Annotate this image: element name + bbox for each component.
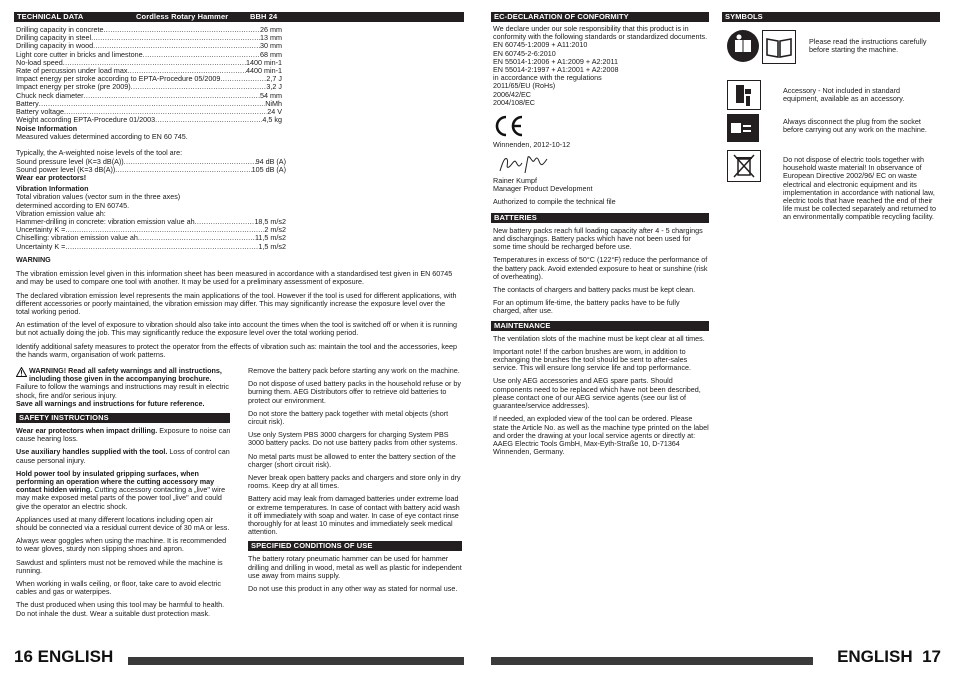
middle-column bbox=[248, 367, 462, 598]
leader-dots bbox=[39, 100, 265, 108]
leader-dots bbox=[64, 108, 267, 116]
leader-dots bbox=[65, 226, 264, 234]
vibration-text-1: Total vibration values (vector sum in the three axes) bbox=[16, 192, 181, 202]
leader-dots bbox=[131, 83, 267, 91]
ec-line: 2011/65/EU (RoHs) bbox=[493, 81, 556, 91]
leader-dots bbox=[143, 51, 260, 59]
leader-dots bbox=[104, 26, 261, 34]
spec-row-value: 24 V bbox=[267, 107, 282, 116]
safety-instruction bbox=[16, 470, 232, 511]
spec-row-label: Drilling capacity in steel bbox=[16, 34, 92, 43]
specified-use-paragraph: The battery rotary pneumatic hammer can be used for hammer drilling and drilling in wood, metal as well as plastic for independent use away from mains supply. bbox=[248, 554, 462, 580]
ec-line: EN 55014-2:1997 + A1:2001 + A2:2008 bbox=[493, 65, 619, 75]
safety-instruction-bold: Use auxiliary handles supplied with the tool. bbox=[16, 447, 168, 457]
vibration-row bbox=[16, 234, 286, 242]
ec-line: 2006/42/EC bbox=[493, 89, 531, 99]
vibration-row-label: Uncertainty K = bbox=[16, 242, 66, 251]
ec-line: EN 55014-1:2006 + A1:2009 + A2:2011 bbox=[493, 56, 618, 66]
spec-row-value: 4,5 kg bbox=[262, 116, 282, 125]
spec-row-value: 1400 min-1 bbox=[246, 58, 282, 67]
noise-text: Measured values determined according to EN 60 745. bbox=[16, 132, 188, 142]
safety-instruction-text: Loss of control can cause personal injury. bbox=[16, 447, 230, 465]
footer-rule-right bbox=[491, 657, 813, 665]
spec-row-value: 3,2 J bbox=[266, 83, 282, 92]
safety-instruction-bold: Hold power tool by insulated gripping surfaces, when performing an operation where the cutting accessory may contact hidden wiring. bbox=[16, 468, 215, 495]
vibration-row-value: 11,5 m/s2 bbox=[254, 234, 286, 243]
ce-mark-icon bbox=[493, 115, 709, 137]
warning-box-text: Failure to follow the warnings and instructions may result in electric shock, fire and/or serious injury. bbox=[16, 382, 229, 400]
specified-use-paragraph: Do not use this product in any other way as stated for normal use. bbox=[248, 584, 458, 594]
warning-box-bold: WARNING! Read all safety warnings and all instructions, including those given in the accompanying brochure. bbox=[29, 366, 222, 384]
vibration-row bbox=[16, 243, 286, 251]
wear-ear-protectors: Wear ear protectors! bbox=[16, 172, 87, 182]
battery-safety-paragraph: Battery acid may leak from damaged batteries under extreme load or extreme temperatures. In case of contact with battery acid wash it off immediately with soap and water. In case of eye contact rinse thoroughly for at least 10 minutes and immediately seek medical attention. bbox=[248, 494, 460, 537]
leader-dots bbox=[115, 166, 251, 174]
safety-instruction-bold: Wear ear protectors when impact drilling. bbox=[16, 426, 158, 436]
specified-conditions-bar: SPECIFIED CONDITIONS OF USE bbox=[248, 541, 462, 551]
ec-line: EN 60745-2-6:2010 bbox=[493, 48, 556, 58]
spec-row-value: 68 mm bbox=[260, 50, 282, 59]
ec-line: in accordance with the regulations bbox=[493, 73, 602, 83]
safety-instruction bbox=[16, 537, 232, 553]
vibration-text-2: determined according to EN 60745. bbox=[16, 200, 130, 210]
ec-declaration-bar: EC-DECLARATION OF CONFORMITY bbox=[491, 12, 709, 22]
spec-row-label: Drilling capacity in concrete bbox=[16, 26, 104, 34]
spec-row bbox=[16, 75, 282, 83]
spec-row-label: Battery voltage bbox=[16, 107, 64, 116]
battery-safety-paragraph: No metal parts must be allowed to enter the battery section of the charger (short circuit risk). bbox=[248, 451, 456, 469]
leader-dots bbox=[65, 243, 258, 251]
symbol-text-unplug: Always disconnect the plug from the socket before carrying out any work on the machine. bbox=[783, 117, 927, 135]
leader-dots bbox=[155, 116, 262, 124]
noise-typical: Typically, the A-weighted noise levels of the tool are: bbox=[16, 148, 183, 158]
leader-dots bbox=[124, 158, 256, 166]
safety-instruction bbox=[16, 559, 232, 575]
leader-dots bbox=[195, 218, 255, 226]
leader-dots bbox=[220, 75, 266, 83]
noise-section bbox=[16, 125, 286, 251]
batteries-bar: BATTERIES bbox=[491, 213, 709, 223]
warning-paragraph: Identify additional safety measures to protect the operator from the effects of vibration such as: maintain the tool and the accessories, keep the hands warm, organisation of work patterns. bbox=[16, 341, 457, 359]
spec-row-value: 13 mm bbox=[260, 34, 282, 43]
safety-instruction-text: Always wear goggles when using the machine. It is recommended to wear gloves, sturdy non slipping shoes and apron. bbox=[16, 536, 227, 554]
spec-row bbox=[16, 34, 282, 42]
warning-title: WARNING bbox=[16, 255, 51, 264]
spec-row-label: Rate of percussion under load max bbox=[16, 66, 128, 75]
vibration-row-value: 1,5 m/s2 bbox=[258, 242, 286, 251]
safety-instruction-text: The dust produced when using this tool may be harmful to health. Do not inhale the dust. Wear a suitable dust protection mask. bbox=[16, 600, 225, 618]
left-lower-column bbox=[16, 367, 232, 623]
noise-row-value: 94 dB (A) bbox=[255, 157, 286, 166]
authorized-text: Authorized to compile the technical file bbox=[493, 196, 616, 206]
accessory-icon bbox=[727, 80, 761, 110]
warning-box-save: Save all warnings and instructions for future reference. bbox=[16, 398, 205, 408]
batteries-paragraph: New battery packs reach full loading capacity after 4 - 5 chargings and dischargings. Battery packs which have not been used for some time should be recharged before use. bbox=[493, 225, 703, 252]
page-number-left: 16 ENGLISH bbox=[14, 647, 114, 666]
safety-instruction-text: Exposure to noise can cause hearing loss. bbox=[16, 426, 231, 444]
safety-instruction-text: Sawdust and splinters must not be removed while the machine is running. bbox=[16, 557, 223, 575]
batteries-paragraph: Temperatures in excess of 50°C (122°F) reduce the performance of the battery pack. Avoid extended exposure to heat or sunshine (risk of overheating). bbox=[493, 255, 708, 281]
ec-line: EN 60745-1:2009 + A11:2010 bbox=[493, 40, 588, 50]
noise-row bbox=[16, 158, 286, 166]
spec-row bbox=[16, 42, 282, 50]
technical-data-bar bbox=[14, 12, 464, 22]
safety-instruction bbox=[16, 448, 232, 464]
leader-dots bbox=[93, 42, 260, 50]
spec-row bbox=[16, 26, 282, 34]
spec-row-value: 54 mm bbox=[260, 91, 282, 100]
maintenance-paragraph: Important note! If the carbon brushes are worn, in addition to exchanging the brushes the tool should be sent to after-sales service. This will ensure long service life and top performance. bbox=[493, 346, 692, 373]
noise-row-label: Sound pressure level (K=3 dB(A)) bbox=[16, 157, 124, 166]
spec-row-value: 30 mm bbox=[260, 42, 282, 51]
spec-row-label: Chuck neck diameter bbox=[16, 91, 84, 100]
spec-row-value: NiMh bbox=[265, 99, 282, 108]
symbol-text-weee: Do not dispose of electric tools together with household waste material! In observance of European Directive 2002/96/ EC on waste electrical and electronic equipment and its implementation in accordance with national law, electric tools that have reached the end of their life must be collected separately and returned to an environmentally compatible recycling facility. bbox=[783, 155, 937, 222]
battery-safety-paragraph: Never break open battery packs and chargers and store only in dry rooms. Keep dry at all times. bbox=[248, 473, 461, 491]
spec-row bbox=[16, 108, 282, 116]
spec-list bbox=[16, 26, 282, 124]
safety-instruction bbox=[16, 580, 232, 596]
signer-title: Manager Product Development bbox=[493, 184, 593, 194]
spec-row-label: Impact energy per stroke (pre 2009) bbox=[16, 83, 131, 92]
vibration-text-3: Vibration emission value ah: bbox=[16, 208, 106, 218]
noise-row-value: 105 dB (A) bbox=[251, 165, 286, 174]
safety-instruction bbox=[16, 516, 232, 532]
maintenance-paragraph: Use only AEG accessories and AEG spare parts. Should components need to be replaced which have not been described, please contact one of our AEG service agents (see our list of guarantee/service addresses). bbox=[493, 376, 701, 411]
spec-row-label: Light core cutter in bricks and limestone bbox=[16, 50, 143, 59]
safety-instruction bbox=[16, 427, 232, 443]
page-number-right: ENGLISH 17 bbox=[837, 647, 941, 666]
symbols-bar: SYMBOLS bbox=[722, 12, 940, 22]
vibration-row-label: Chiselling: vibration emission value ah bbox=[16, 234, 138, 243]
signer-name: Rainer Kumpf bbox=[493, 176, 537, 186]
noise-row-label: Sound power level (K=3 dB(A)) bbox=[16, 165, 116, 174]
spec-row-label: Drilling capacity in wood bbox=[16, 42, 94, 51]
noise-title: Noise Information bbox=[16, 124, 78, 133]
warning-paragraph: An estimation of the level of exposure to vibration should also take into account the times when the tool is switched off or when it is running but not actually doing the job. This may significantly reduce the exposure level over the total working period. bbox=[16, 320, 457, 338]
spec-row-label: Impact energy per stroke according to EPTA-Procedure 05/2009 bbox=[16, 75, 221, 84]
leader-dots bbox=[84, 92, 261, 100]
product-name: Cordless Rotary Hammer bbox=[136, 12, 229, 21]
spec-row-value: 4400 min-1 bbox=[246, 66, 282, 75]
spec-row bbox=[16, 83, 282, 91]
vibration-row bbox=[16, 226, 286, 234]
spec-row bbox=[16, 100, 282, 108]
right-column bbox=[491, 12, 709, 461]
spec-row bbox=[16, 92, 282, 100]
spec-row-label: No-load speed bbox=[16, 58, 63, 67]
warning-section bbox=[16, 256, 458, 364]
unplug-icon bbox=[727, 114, 759, 142]
safety-instruction-text: Cutting accessory contacting a „live" wire may make exposed metal parts of the power tool „live" and could give the operator an electric shock. bbox=[16, 485, 226, 511]
warning-box bbox=[16, 367, 232, 408]
weee-bin-icon bbox=[727, 150, 761, 182]
batteries-paragraph: The contacts of chargers and battery packs must be kept clean. bbox=[493, 285, 696, 295]
vibration-row-label: Uncertainty K = bbox=[16, 226, 66, 235]
ec-line: 2004/108/EC bbox=[493, 97, 535, 107]
battery-safety-paragraph: Remove the battery pack before starting any work on the machine. bbox=[248, 366, 460, 375]
footer-rule-left bbox=[128, 657, 464, 665]
spec-row-value: 26 mm bbox=[260, 26, 282, 34]
maintenance-bar: MAINTENANCE bbox=[491, 321, 709, 331]
model-number: BBH 24 bbox=[250, 12, 278, 21]
symbol-text-accessory: Accessory - Not included in standard equipment, available as an accessory. bbox=[783, 86, 905, 104]
leader-dots bbox=[127, 67, 246, 75]
safety-instruction-text: When working in walls ceiling, or floor, take care to avoid electric cables and gas or waterpipes. bbox=[16, 579, 221, 597]
symbol-text-read: Please read the instructions carefully before starting the machine. bbox=[809, 37, 927, 55]
battery-safety-paragraph: Do not dispose of used battery packs in the household refuse or by burning them. AEG Distributors offer to retrieve old batteries to protect our environment. bbox=[248, 379, 461, 405]
leader-dots bbox=[91, 34, 260, 42]
maintenance-paragraph: If needed, an exploded view of the tool can be ordered. Please state the Article No. as well as the machine type printed on the label and order the drawing at your local service agents or directly at: AAEG Electric Tools GmbH, Max-Eyth-Straße 10, D-71364 Winnenden, Germany. bbox=[493, 414, 709, 457]
vibration-row-value: 18,5 m/s2 bbox=[254, 218, 286, 226]
leader-dots bbox=[63, 59, 246, 67]
safety-instruction-text: Appliances used at many different locations including open air should be connected via a residual current device of 30 mA or less. bbox=[16, 514, 230, 533]
spec-row bbox=[16, 59, 282, 67]
battery-safety-paragraph: Use only System PBS 3000 chargers for charging System PBS 3000 battery packs. Do not use battery packs from other systems. bbox=[248, 430, 458, 448]
ec-line: We declare under our sole responsibility that this product is in conformity with the following standards or standardized documents. bbox=[493, 24, 708, 42]
spec-row-label: Battery bbox=[16, 99, 39, 108]
leader-dots bbox=[138, 234, 255, 242]
signature-icon bbox=[497, 153, 709, 177]
batteries-paragraph: For an optimum life-time, the battery packs have to be fully charged, after use. bbox=[493, 298, 680, 316]
place-date: Winnenden, 2012-10-12 bbox=[493, 140, 571, 150]
warning-paragraph: The declared vibration emission level represents the main applications of the tool. However if the tool is used for different applications, with different accessories or poorly maintained, the vibration emission may differ. This may significantly increase the exposure level over the total working period. bbox=[16, 290, 457, 317]
spec-row-label: Weight according EPTA-Procedure 01/2003 bbox=[16, 116, 156, 125]
safety-instruction bbox=[16, 601, 232, 617]
warning-paragraph: The vibration emission level given in this information sheet has been measured in accordance with a standardised test given in EN 60745 and may be used to compare one tool with another. It may be used for a preliminary assessment of exposure. bbox=[16, 269, 453, 287]
read-manual-icon bbox=[727, 30, 759, 62]
vibration-row-label: Hammer-drilling in concrete: vibration emission value ah bbox=[16, 218, 195, 226]
vibration-row-value: 2 m/s2 bbox=[264, 226, 286, 235]
right-page-footer bbox=[491, 648, 941, 665]
spec-row-value: 2,7 J bbox=[266, 75, 282, 84]
vibration-title: Vibration Information bbox=[16, 184, 89, 194]
spec-row bbox=[16, 67, 282, 75]
manual-book-icon bbox=[762, 30, 796, 64]
battery-safety-paragraph: Do not store the battery pack together with metal objects (short circuit risk). bbox=[248, 408, 449, 427]
safety-instructions-bar: SAFETY INSTRUCTIONS bbox=[16, 413, 230, 423]
technical-data-title: TECHNICAL DATA bbox=[17, 12, 84, 21]
spec-row bbox=[16, 51, 282, 59]
maintenance-paragraph: The ventilation slots of the machine must be kept clear at all times. bbox=[493, 333, 705, 343]
warning-triangle-icon bbox=[16, 367, 27, 377]
left-page-footer bbox=[14, 648, 464, 665]
vibration-row bbox=[16, 218, 286, 226]
